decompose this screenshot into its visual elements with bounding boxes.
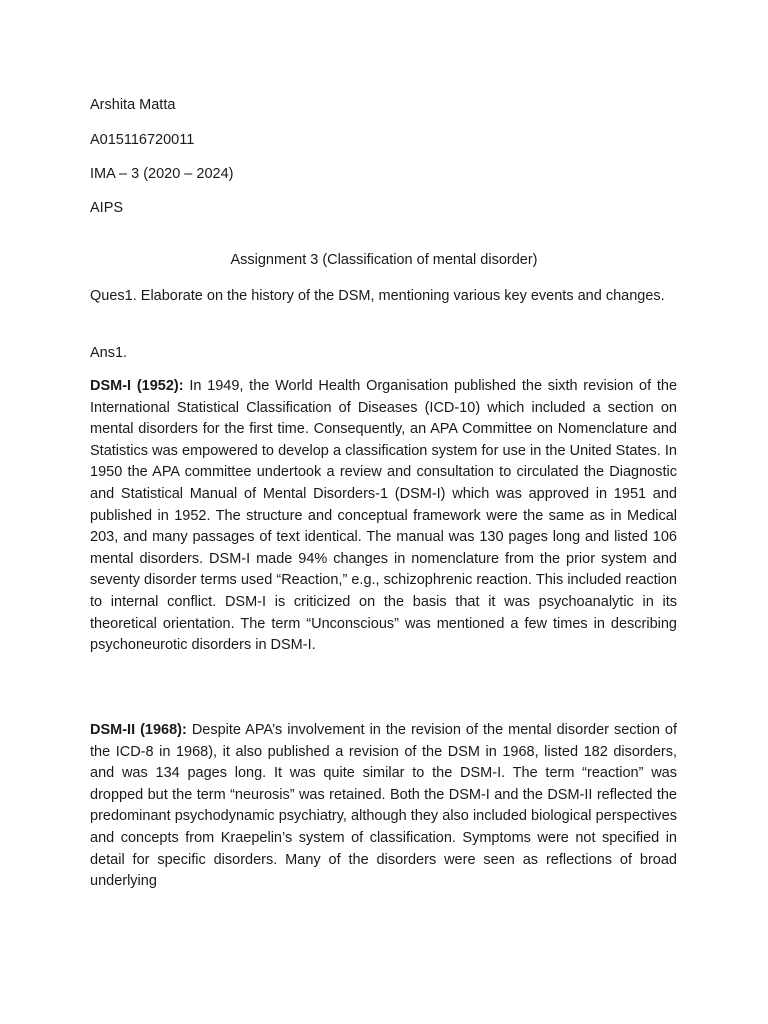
course-info: IMA – 3 (2020 – 2024) [90, 166, 234, 182]
section-body: Despite APA’s involvement in the revision of the mental disorder section of the ICD-8 in 1968), it also published a revision of the DSM in 1968, listed 182 disorders, and was 134 pages long. It was quite similar to the DSM-I. The term “reaction” was dropped but the term “neurosis” was retained. Both the DSM-I and the DSM-II reflected the predominant psychodynamic psychiatry, although they also included biological perspectives and concepts from Kraepelin’s system of classification. Symptoms were not specified in detail for specific disorders. Many of the disorders were seen as reflections of broad underlying [90, 722, 678, 890]
section-heading: DSM-II (1968): [90, 722, 187, 738]
author-name: Arshita Matta [90, 97, 176, 113]
section-body: In 1949, the World Health Organisation published the sixth revision of the International Statistical Classification of Diseases (ICD-10) which included a section on mental disorders for the first time. Consequently, an APA Committee on Nomenclature and Statistics was empowered to develop a classification system for use in the United States. In 1950 the APA committee undertook a review and consultation to circulated the Diagnostic and Statistical Manual of Mental Disorders-1 (DSM-I) which was approved in 1951 and published in 1952. The structure and conceptual framework were the same as in Medical 203, and many passages of text identical. The manual was 130 pages long and listed 106 mental disorders. DSM-I made 94% changes in nomenclature from the prior system and seventy disorder terms used “Reaction,” e.g., schizophrenic reaction. This included reaction to internal conflict. DSM-I is criticized on the basis that it was psychoanalytic in its theoretical orientation. The term “Unconscious” was mentioned a few times in describing psychoneurotic disorders in DSM-I. [90, 378, 678, 654]
section-dsm-2 [90, 720, 677, 893]
answer-label: Ans1. [90, 345, 128, 361]
question-text: Ques1. Elaborate on the history of the DSM, mentioning various key events and changes. [90, 288, 665, 304]
enrollment-number: A015116720011 [90, 132, 195, 148]
section-dsm-1 [90, 376, 677, 657]
assignment-title: Assignment 3 (Classification of mental disorder) [230, 252, 538, 268]
section-heading: DSM-I (1952): [90, 378, 184, 394]
institute-name: AIPS [90, 200, 124, 216]
